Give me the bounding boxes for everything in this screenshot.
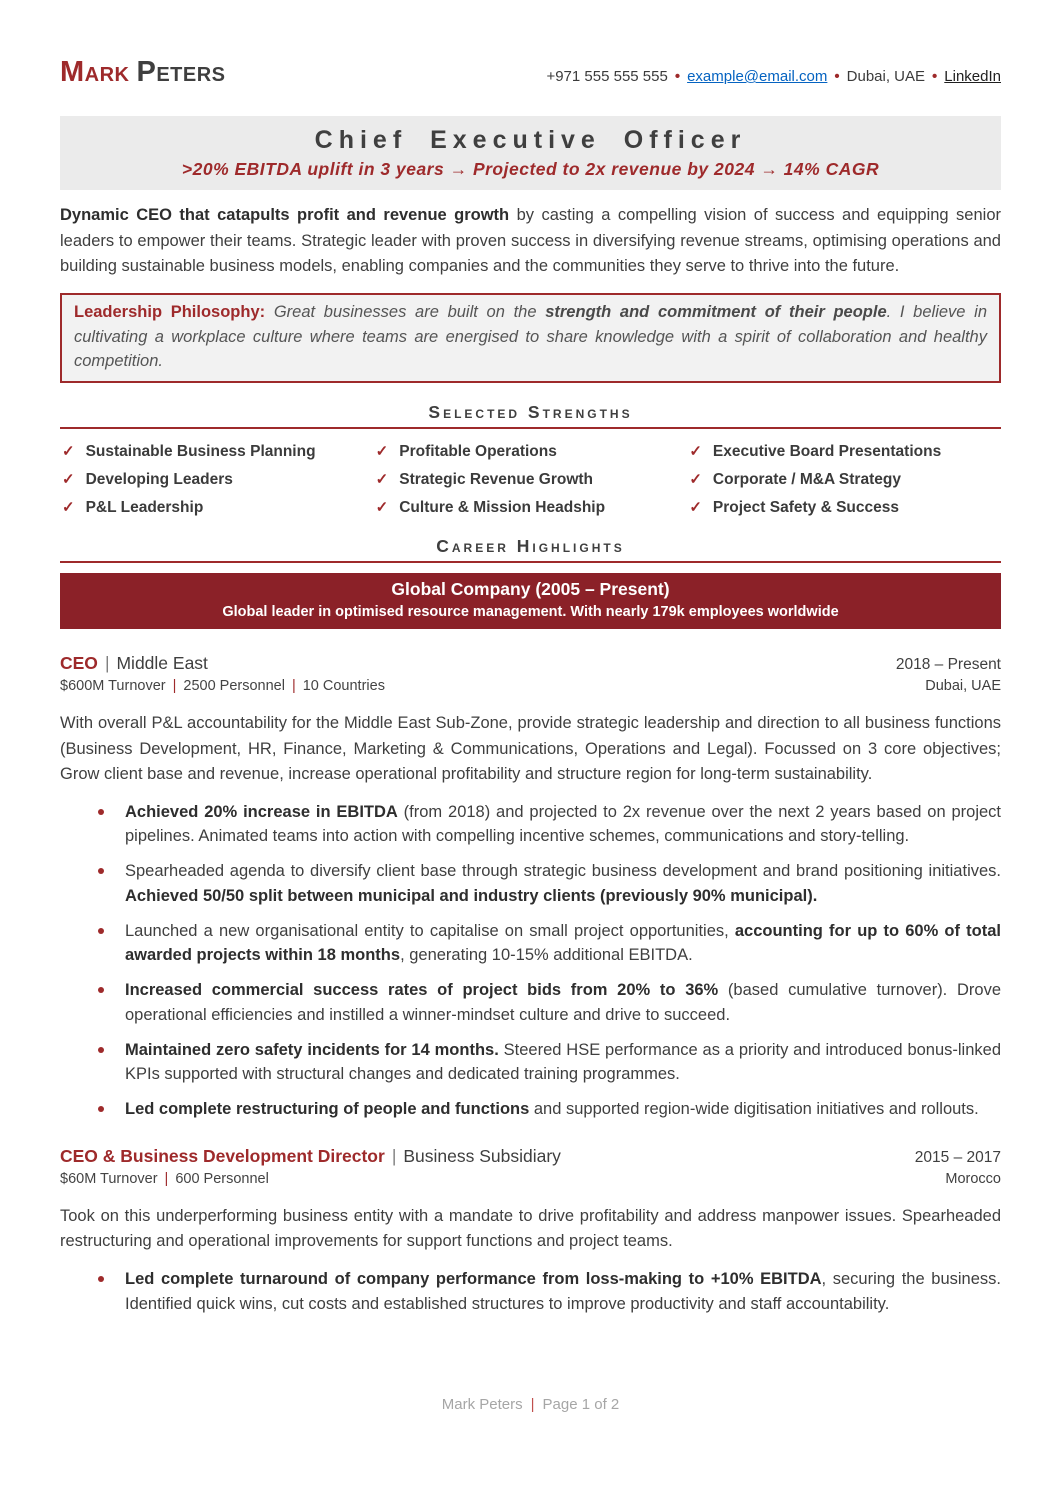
- summary-rest: by casting a compelling vision of success and equipping senior leaders to empower their teams. Strategic leader with proven success in diversifying revenue streams, optimising operations and building sustainable business models, enabling companies and the communities they serve to thrive into the future.: [60, 206, 1001, 276]
- bullet-bold: Achieved 20% increase in EBITDA: [125, 802, 398, 821]
- bullet-item: [96, 1038, 1001, 1088]
- strength-item: [60, 498, 374, 517]
- bullet-icon: [98, 987, 104, 993]
- bullet-bold: Maintained zero safety incidents for 14 months.: [125, 1040, 499, 1059]
- check-icon: ✓: [375, 499, 389, 517]
- pipe-separator: |: [530, 1396, 535, 1413]
- email-link[interactable]: example@email.com: [687, 68, 828, 85]
- pipe-separator: |: [104, 652, 110, 673]
- check-icon: ✓: [62, 443, 75, 461]
- strength-label: Project Safety & Success: [712, 499, 899, 517]
- career-heading: Career Highlights: [436, 536, 625, 557]
- job-stat: 10 Countries: [302, 677, 385, 694]
- bullet-bold: Led complete turnaround of company performance from loss-making to +10% EBITDA: [125, 1270, 822, 1289]
- strengths-heading: Selected Strengths: [428, 402, 633, 423]
- check-icon: ✓: [689, 499, 702, 517]
- leadership-philosophy-box: [60, 293, 1001, 383]
- check-icon: ✓: [62, 499, 75, 517]
- bullet-rest: Steered HSE performance as a priority and introduced bonus-linked KPIs supported with structural changes and dedicated training programmes.: [125, 1040, 1002, 1084]
- strength-label: P&L Leadership: [85, 499, 204, 517]
- job-stat: 600 Personnel: [175, 1170, 269, 1187]
- title-block: [60, 116, 1001, 190]
- strength-label: Developing Leaders: [85, 471, 233, 489]
- bullet-icon: [98, 1276, 104, 1282]
- bullet-item: [96, 1267, 1001, 1317]
- bullet-item: [96, 919, 1001, 969]
- pipe-separator: |: [172, 677, 177, 694]
- strengths-grid: [60, 442, 1001, 517]
- job-subheader: [60, 678, 1001, 694]
- bullet-rest: (from 2018) and projected to 2x revenue over the next 2 years based on project pipelines. Animated teams into action with compelling incentive schemes, communications and story-telling.: [125, 802, 1001, 846]
- bullet-bold: accounting for up to 60% of total awarded projects within 18 months: [125, 921, 1001, 965]
- bullet-bold: Increased commercial success rates of project bids from 20% to 36%: [125, 981, 719, 1000]
- company-banner: [60, 573, 1001, 629]
- company-tagline: Global leader in optimised resource management. With nearly 179k employees worldwide: [222, 603, 839, 620]
- pipe-separator: |: [391, 1145, 397, 1166]
- strength-item: [60, 470, 374, 489]
- job-stats: [60, 1171, 269, 1187]
- strength-item: [687, 470, 1001, 489]
- bullet-item: [96, 978, 1001, 1028]
- location-text: Dubai, UAE: [846, 68, 926, 85]
- check-icon: ✓: [689, 443, 702, 461]
- strength-label: Strategic Revenue Growth: [399, 471, 594, 489]
- summary-lead: Dynamic CEO that catapults profit and revenue growth: [60, 206, 510, 225]
- separator-dot-icon: •: [674, 68, 681, 85]
- job-intro: Took on this underperforming business entity with a mandate to drive profitability and address manpower issues. Spearheaded restructuring and operational improvements for support functions and project teams.: [60, 1206, 1001, 1251]
- strength-item: [374, 498, 688, 517]
- bullet-icon: [98, 1047, 104, 1053]
- strength-label: Culture & Mission Headship: [399, 499, 606, 517]
- job-location: Morocco: [945, 1170, 1001, 1187]
- company-title: Global Company (2005 – Present): [391, 579, 670, 600]
- job-dates: 2018 – Present: [895, 655, 1001, 673]
- check-icon: ✓: [62, 471, 75, 489]
- job-subheader: [60, 1171, 1001, 1187]
- bullet-rest: , generating 10-15% additional EBITDA.: [400, 946, 693, 965]
- job-bullet-list: [60, 800, 1001, 1122]
- job-intro: With overall P&L accountability for the Middle East Sub-Zone, provide strategic leadership and direction to all business functions (Business Development, HR, Finance, Marketing & Communications, Operations and Legal). Focussed on 3 core objectives; Grow client base and revenue, increase operational profitability and structure region for long-term sustainability.: [60, 713, 1001, 784]
- separator-dot-icon: •: [834, 68, 840, 85]
- check-icon: ✓: [375, 443, 389, 461]
- bullet-icon: [98, 1106, 104, 1112]
- bullet-pre: Spearheaded agenda to diversify client base through strategic business development and brand positioning initiatives.: [125, 862, 1001, 881]
- philosophy-text-1: Great businesses are built on the: [265, 302, 546, 321]
- first-name: Mark: [60, 56, 130, 88]
- bullet-icon: [98, 868, 104, 874]
- job-entry: [60, 653, 1001, 1122]
- strength-label: Executive Board Presentations: [712, 443, 942, 461]
- job-stats: [60, 678, 385, 694]
- footer-name: Mark Peters: [441, 1396, 523, 1413]
- job-title: CEO & Business Development Director: [60, 1145, 385, 1166]
- check-icon: ✓: [689, 471, 702, 489]
- strength-item: [687, 442, 1001, 461]
- job-title: CEO: [60, 652, 98, 673]
- title-subtitle: >20% EBITDA uplift in 3 years → Projected to 2x revenue by 2024 → 14% CAGR: [181, 159, 880, 180]
- job-location: Dubai, UAE: [925, 677, 1001, 694]
- strength-label: Profitable Operations: [399, 443, 557, 461]
- page-footer: [0, 1396, 1061, 1413]
- job-org: Middle East: [116, 652, 208, 673]
- strength-item: [687, 498, 1001, 517]
- bullet-item: [96, 1097, 1001, 1122]
- bullet-item: [96, 859, 1001, 909]
- bullet-rest: , securing the business. Identified quick wins, cut costs and established structures to improve productivity and staff accountability.: [125, 1270, 1001, 1313]
- bullet-icon: [98, 928, 104, 934]
- phone-number: +971 555 555 555: [546, 68, 668, 85]
- job-header: [60, 1146, 1001, 1167]
- strength-item: [60, 442, 374, 461]
- strength-item: [374, 442, 688, 461]
- header: [60, 56, 1001, 89]
- job-header: [60, 653, 1001, 674]
- career-section: [60, 536, 1001, 1316]
- strength-label: Corporate / M&A Strategy: [712, 471, 901, 489]
- strength-label: Sustainable Business Planning: [85, 443, 316, 461]
- strength-item: [374, 470, 688, 489]
- linkedin-link[interactable]: LinkedIn: [944, 68, 1001, 85]
- job-stat: 2500 Personnel: [183, 677, 285, 694]
- bullet-rest: (based cumulative turnover). Drove operational efficiencies and instilled a winner-mindset culture and drive to succeed.: [125, 981, 1001, 1024]
- bullet-item: [96, 800, 1001, 850]
- job-title-line: [60, 1146, 561, 1167]
- job-entry: [60, 1146, 1001, 1317]
- philosophy-text-2: . I believe in cultivating a workplace culture where teams are energised to share knowledge with a spirit of collaboration and healthy competition.: [74, 302, 988, 371]
- last-name: Peters: [136, 56, 226, 88]
- pipe-separator: |: [164, 1170, 169, 1187]
- bullet-pre: Launched a new organisational entity to capitalise on small project opportunities,: [125, 921, 735, 940]
- job-dates: 2015 – 2017: [914, 1148, 1001, 1166]
- section-divider: [60, 561, 1001, 563]
- job-title-line: [60, 653, 208, 674]
- contact-line: [546, 68, 1001, 85]
- bullet-bold: Achieved 50/50 split between municipal and industry clients (previously 90% municipal).: [125, 886, 818, 905]
- philosophy-label: Leadership Philosophy:: [74, 302, 266, 321]
- job-bullet-list: [60, 1267, 1001, 1317]
- section-divider: [60, 427, 1001, 429]
- check-icon: ✓: [375, 471, 389, 489]
- job-stat: $600M Turnover: [60, 677, 166, 694]
- bullet-rest: and supported region-wide digitisation initiatives and rollouts.: [529, 1100, 979, 1119]
- philosophy-bold: strength and commitment of their people: [545, 302, 887, 321]
- summary-paragraph: [60, 203, 1001, 280]
- bullet-icon: [98, 809, 104, 815]
- job-org: Business Subsidiary: [403, 1145, 561, 1166]
- strengths-section: [60, 402, 1001, 517]
- pipe-separator: |: [291, 677, 296, 694]
- candidate-name: [60, 56, 226, 89]
- footer-page-number: Page 1 of 2: [542, 1396, 620, 1413]
- separator-dot-icon: •: [932, 68, 938, 85]
- page-title: Chief Executive Officer: [314, 126, 747, 154]
- job-stat: $60M Turnover: [60, 1170, 158, 1187]
- bullet-bold: Led complete restructuring of people and functions: [125, 1100, 530, 1119]
